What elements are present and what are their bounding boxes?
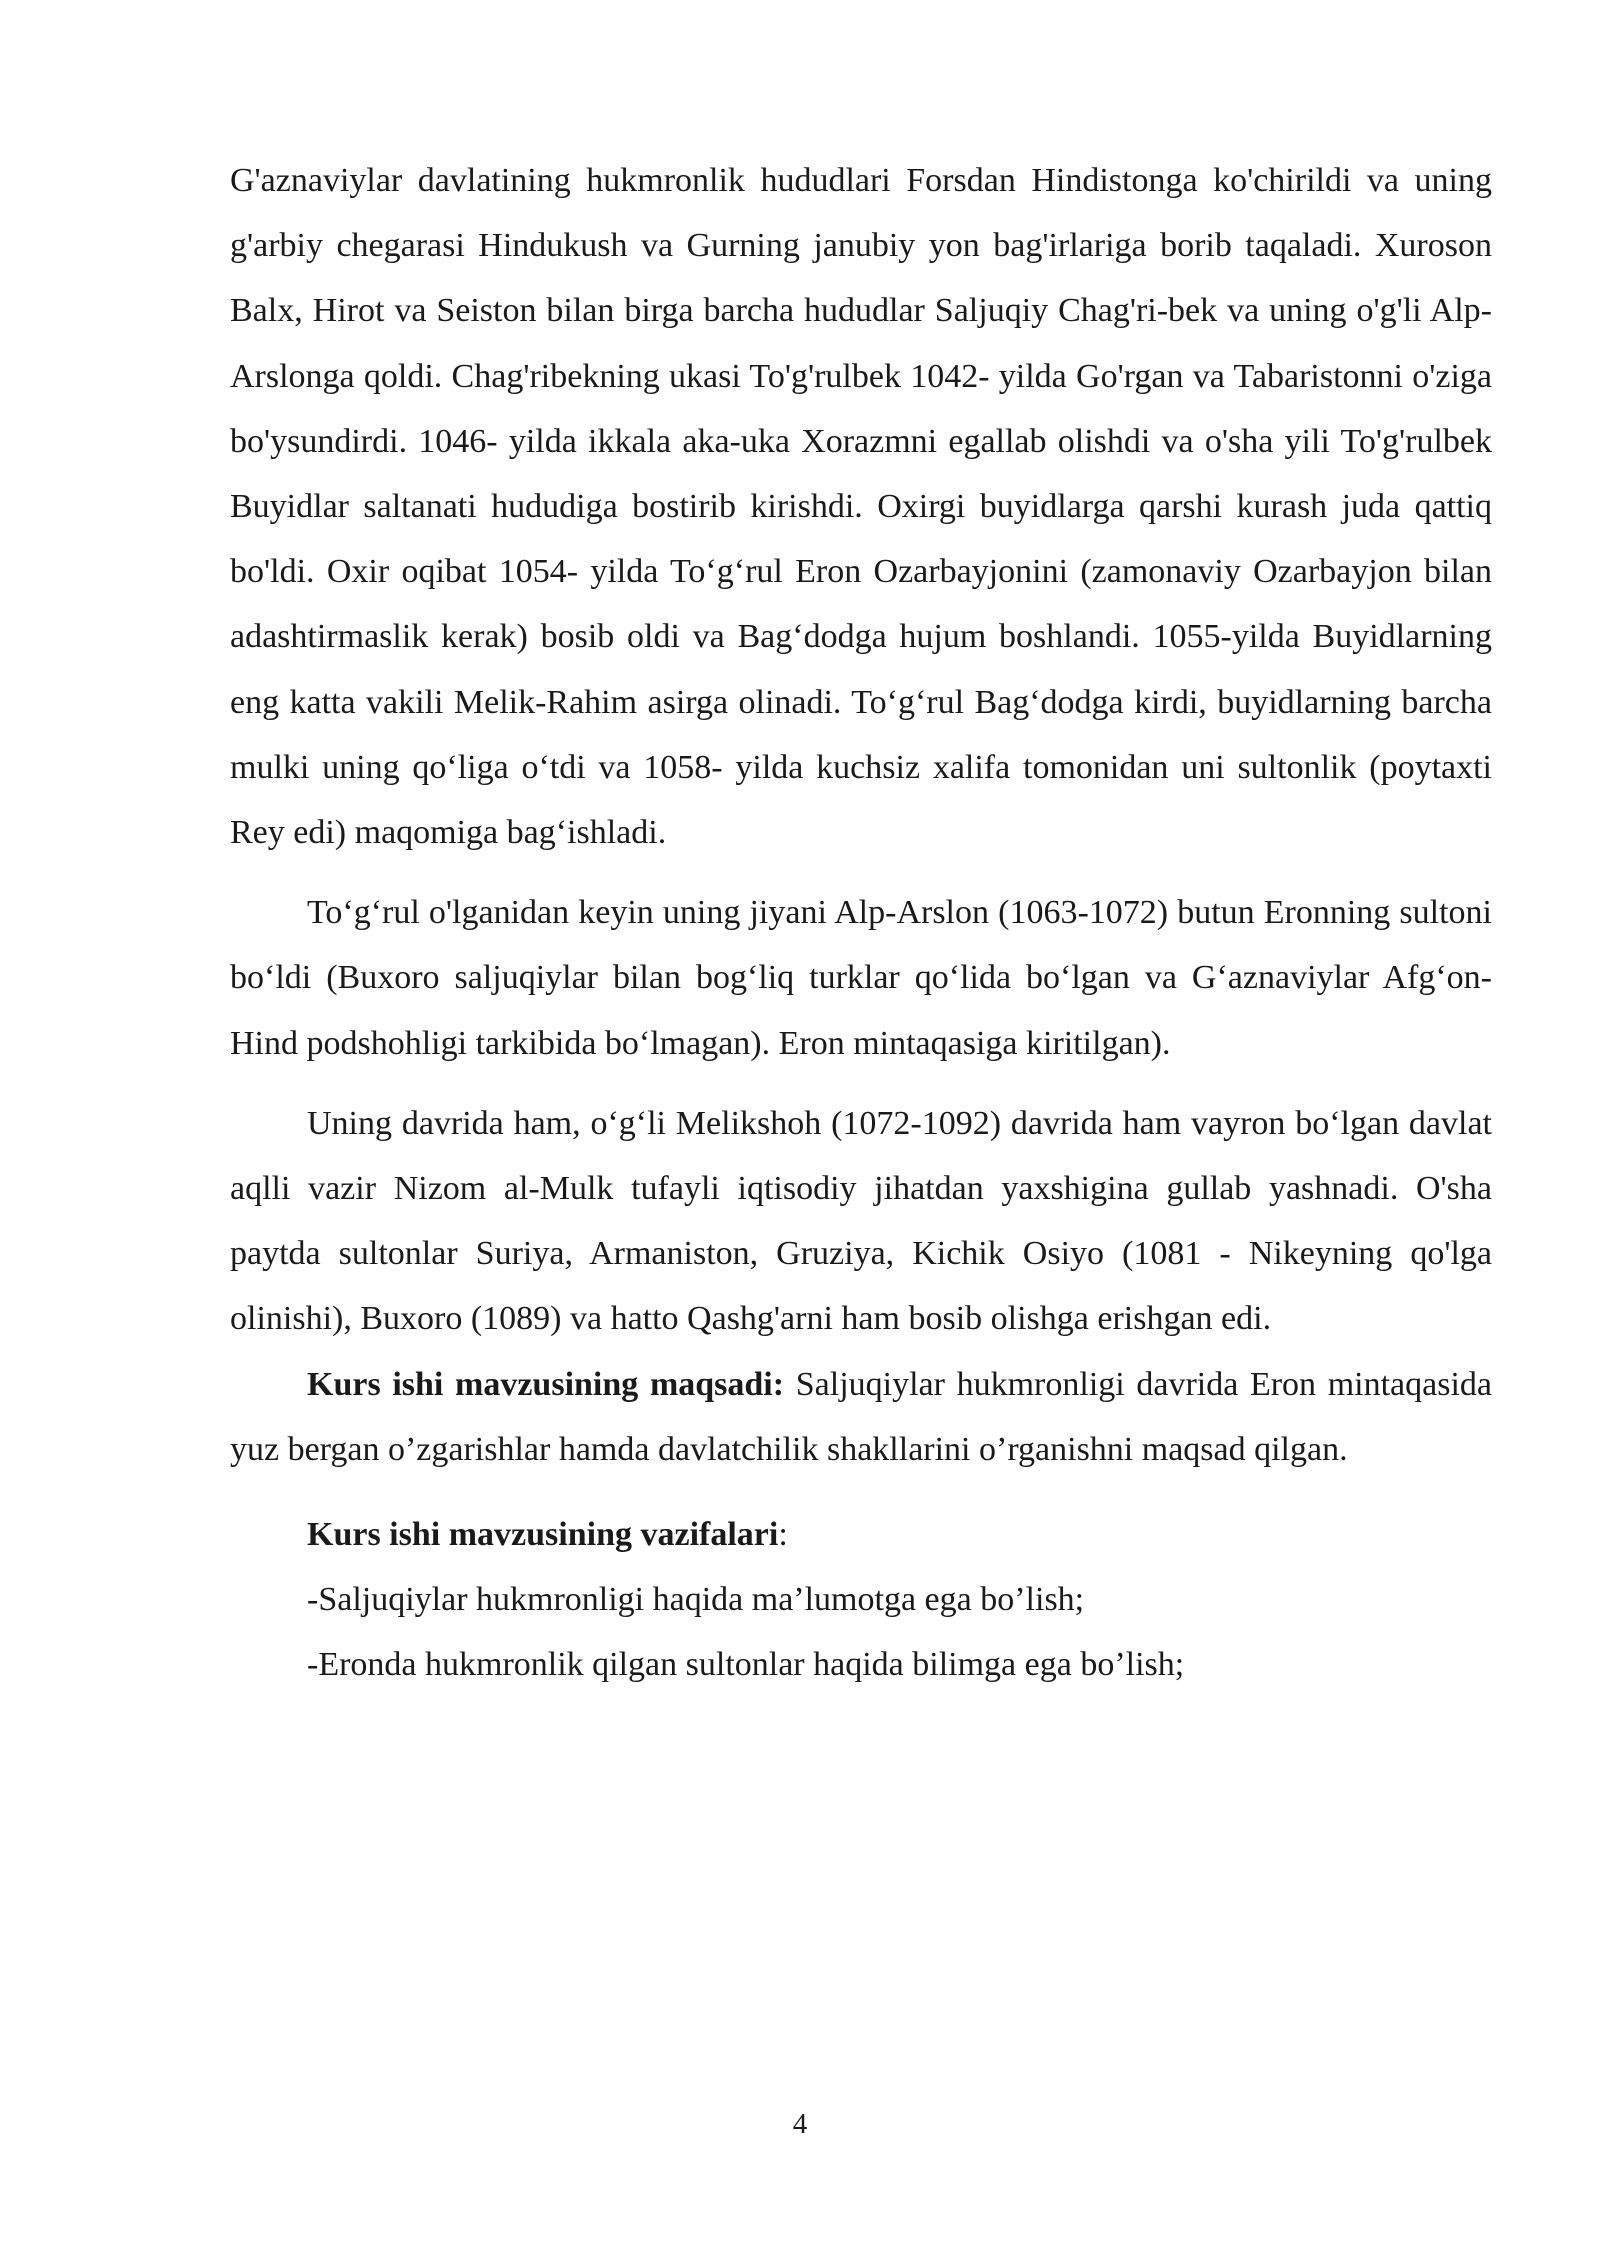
paragraph-alp-arslan: To‘g‘rul o'lganidan keyin uning jiyani Alp-Arslon (1063-1072) butun Eronning sultoni bo‘ldi (Buxoro saljuqiylar bilan bog‘liq turklar qo‘lida bo‘lgan va G‘aznaviylar Afg‘on-Hind podshohligi tarkibida bo‘lmagan). Eron mintaqasiga kiritilgan). xyxy=(230,894,1492,1062)
tasks-section xyxy=(230,1502,1492,1698)
task-item: -Saljuqiylar hukmronligi haqida ma’lumotga ega bo’lish; xyxy=(307,1581,1085,1619)
paragraph-malikshah: Uning davrida ham, o‘g‘li Melikshoh (1072-1092) davrida ham vayron bo‘lgan davlat aqlli vazir Nizom al-Mulk tufayli iqtisodiy jihatdan yaxshigina gullab yashnadi. O'sha paytda sultonlar Suriya, Armaniston, Gruziya, Kichik Osiyo (1081 - Nikeyning qo'lga olinishi), Buxoro (1089) va hatto Qashg'arni ham bosib olishga erishgan edi. xyxy=(230,1104,1492,1338)
page-number: 4 xyxy=(792,2108,808,2140)
document-page xyxy=(230,148,1492,1698)
paragraph-ghaznavids: G'aznaviylar davlatining hukmronlik hududlari Forsdan Hindistonga ko'chirildi va uning g'arbiy chegarasi Hindukush va Gurning janubiy yon bag'irlariga borib taqaladi. Xuroson Balx, Hirot va Seiston bilan birga barcha hududlar Saljuqiy Chag'ri-bek va uning o'g'li Alp- Arslonga qoldi. Chag'ribekning ukasi To'g'rulbek 1042- yilda Go'rgan va Tabaristonni o'ziga bo'ysundirdi. 1046- yilda ikkala aka-uka Xorazmni egallab olishdi va o'sha yili To'g'rulbek Buyidlar saltanati hududiga bostirib kirishdi. Oxirgi buyidlarga qarshi kurash juda qattiq bo'ldi. Oxir oqibat 1054- yilda To‘g‘rul Eron Ozarbayjonini (zamonaviy Ozarbayjon bilan adashtirmaslik kerak) bosib oldi va Bag‘dodga hujum boshlandi. 1055-yilda Buyidlarning eng katta vakili Melik-Rahim asirga olinadi. To‘g‘rul Bag‘dodga kirdi, buyidlarning barcha mulki uning qo‘liga o‘tdi va 1058- yilda kuchsiz xalifa tomonidan uni sultonlik (poytaxti Rey edi) maqomiga bag‘ishladi. xyxy=(230,162,1492,852)
goal-heading: Kurs ishi mavzusining maqsadi: xyxy=(307,1365,785,1403)
paragraph-goal xyxy=(230,1352,1492,1482)
goal-text: Saljuqiylar hukmronligi davrida Eron mintaqasida yuz bergan o’zgarishlar hamda davlatchilik shakllarini o’rganishni maqsad qilgan. xyxy=(230,1365,1493,1468)
tasks-heading-line xyxy=(230,1502,1492,1567)
task-item: -Eronda hukmronlik qilgan sultonlar haqida bilimga ega bo’lish; xyxy=(307,1646,1185,1684)
tasks-heading-colon: : xyxy=(778,1516,788,1554)
tasks-heading: Kurs ishi mavzusining vazifalari xyxy=(307,1516,779,1554)
